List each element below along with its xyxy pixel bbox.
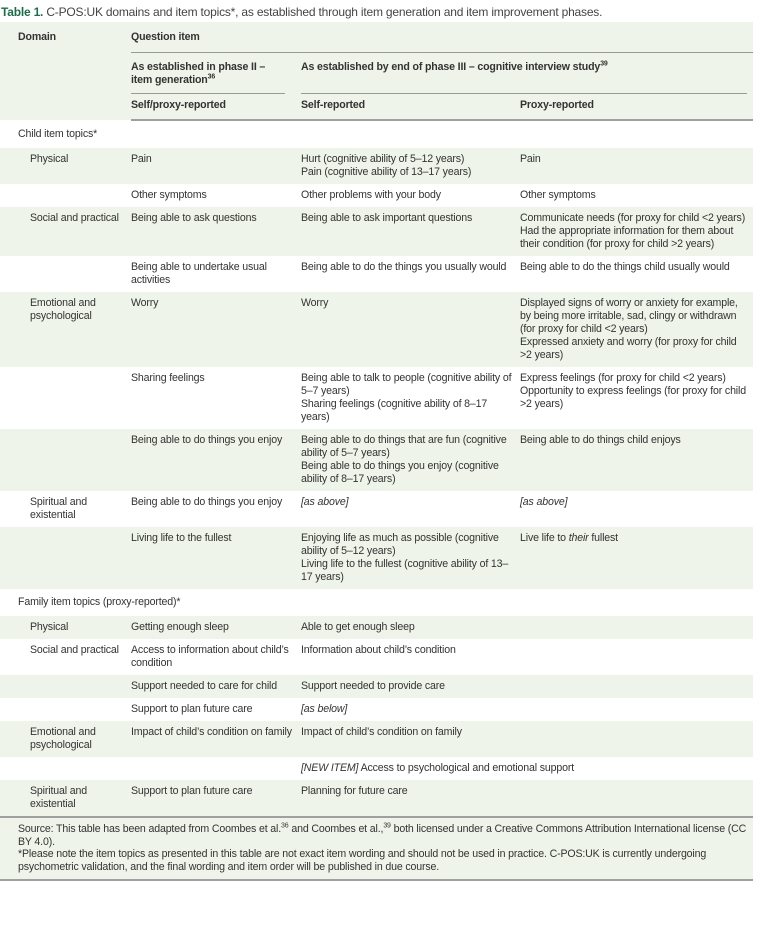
table-row (0, 292, 753, 367)
phase2-label: As established in phase II – item generation (131, 61, 266, 86)
item-cell (131, 527, 301, 589)
cell-line: Being able to do things you enjoy (131, 434, 283, 446)
section-heading: Family item topics (proxy-reported)* (18, 596, 181, 608)
proxy-reported-cell (520, 675, 753, 698)
cell-line: Other symptoms (520, 189, 596, 201)
cell-line: Being able to do things you enjoy (cognitive ability of 8–17 years) (301, 460, 499, 485)
self-reported-cell (301, 491, 520, 527)
proxy-reported-cell (520, 292, 753, 367)
item-cell (131, 292, 301, 367)
source-text: and Coombes et al., (288, 823, 384, 835)
cell-line: Being able to do the things child usually would (520, 261, 730, 273)
phase3-ref: 39 (600, 60, 608, 68)
domain-cell: Spiritual and existential (30, 785, 87, 810)
cell-line: Had the appropriate information for them about their condition (for proxy for child >2 years) (520, 225, 734, 250)
text-segment: Access to psychological and emotional support (358, 762, 575, 774)
domain-cell (0, 429, 131, 491)
table-row (0, 184, 753, 207)
self-reported-cell (301, 207, 520, 256)
table-row (0, 675, 753, 698)
cell-line: Expressed anxiety and worry (for proxy for child >2 years) (520, 336, 737, 361)
cell-line: Being able to do the things you usually would (301, 261, 507, 273)
section-row (0, 120, 753, 148)
cell-line: Impact of child’s condition on family (131, 726, 292, 738)
self-reported-cell (301, 429, 520, 491)
cell-line: Getting enough sleep (131, 621, 229, 633)
cell-line: Able to get enough sleep (301, 621, 415, 633)
domain-cell: Emotional and psychological (30, 297, 96, 322)
cell-line (520, 532, 747, 545)
table-row (0, 256, 753, 292)
cell-line: Being able to do things you enjoy (131, 496, 283, 508)
cell-line: Enjoying life as much as possible (cognitive ability of 5–12 years) (301, 532, 499, 557)
table-row (0, 698, 753, 721)
item-cell (131, 491, 301, 527)
header-question-item: Question item (131, 22, 753, 53)
cell-line: Displayed signs of worry or anxiety for example, by being more irritable, sad, clingy or withdrawn (for proxy for child <2 years) (520, 297, 738, 335)
table-row (0, 429, 753, 491)
section-heading: Child item topics* (18, 128, 98, 140)
cell-line: Being able to do things child enjoys (520, 434, 681, 446)
item-cell (131, 675, 301, 698)
source-text: both licensed under a Creative Commons Attribution International license (CC BY 4.0). (18, 823, 747, 848)
proxy-reported-cell (520, 616, 753, 639)
proxy-reported-cell (520, 429, 753, 491)
cell-line: Living life to the fullest (131, 532, 232, 544)
domain-cell (0, 367, 131, 429)
item-cell (131, 429, 301, 491)
self-reported-cell (301, 292, 520, 367)
cell-line: Being able to undertake usual activities (131, 261, 267, 286)
item-cell (131, 780, 301, 816)
self-reported-cell (301, 184, 520, 207)
self-reported-cell (301, 616, 520, 639)
cell-line: Support to plan future care (131, 785, 253, 797)
proxy-reported-cell (520, 639, 753, 675)
proxy-reported-cell (520, 491, 753, 527)
table-label: Table 1. (1, 5, 44, 19)
header-phase2 (131, 53, 301, 100)
cell-line: Opportunity to express feelings (for proxy for child >2 years) (520, 385, 746, 410)
header-domain: Domain (18, 31, 56, 43)
cell-line (520, 496, 747, 509)
cell-line: Hurt (cognitive ability of 5–12 years) (301, 153, 465, 165)
domain-cell (0, 757, 131, 780)
self-reported-cell (301, 698, 520, 721)
table-row (0, 639, 753, 675)
disclaimer-note: *Please note the item topics as presented in this table are not exact item wording and should not be used in practice. C-POS:UK is currently undergoing psychometric validation, and the final wording and item order will be published in due course. (18, 848, 707, 873)
domain-cell: Social and practical (30, 212, 119, 224)
proxy-reported-cell (520, 207, 753, 256)
self-reported-cell (301, 757, 753, 780)
italic-text: [NEW ITEM] (301, 762, 359, 774)
domain-cell (0, 184, 131, 207)
self-reported-cell (301, 721, 520, 757)
table-row (0, 616, 753, 639)
phase3-label: As established by end of phase III – cognitive interview study (301, 61, 601, 73)
source-text: Source: This table has been adapted from Coombes et al. (18, 823, 282, 835)
domain-cell (0, 675, 131, 698)
domain-cell (0, 527, 131, 589)
ref-39: 39 (383, 822, 391, 830)
cell-line: Impact of child’s condition on family (301, 726, 462, 738)
item-cell (131, 207, 301, 256)
proxy-reported-cell (520, 148, 753, 184)
proxy-reported-cell (520, 367, 753, 429)
table-row (0, 527, 753, 589)
phase2-ref: 36 (207, 73, 216, 81)
italic-text: [as above] (520, 496, 568, 508)
item-cell (131, 616, 301, 639)
item-cell (131, 721, 301, 757)
text-segment: Live life to (520, 532, 569, 544)
self-reported-cell (301, 780, 520, 816)
header-self-proxy: Self/proxy-reported (131, 99, 301, 120)
cell-line: Pain (131, 153, 152, 165)
cell-line: Being able to ask questions (131, 212, 257, 224)
cell-line (301, 496, 514, 509)
cell-line (301, 762, 747, 775)
table-row (0, 491, 753, 527)
self-reported-cell (301, 639, 520, 675)
proxy-reported-cell (520, 698, 753, 721)
self-reported-cell (301, 527, 520, 589)
domain-cell: Social and practical (30, 644, 119, 656)
item-cell (131, 639, 301, 675)
section-row (0, 589, 753, 616)
self-reported-cell (301, 256, 520, 292)
self-reported-cell (301, 675, 520, 698)
cell-line: Support needed to provide care (301, 680, 445, 692)
cell-line: Worry (301, 297, 329, 309)
table-row (0, 721, 753, 757)
cell-line: Sharing feelings (cognitive ability of 8–17 years) (301, 398, 488, 423)
cell-line: Other problems with your body (301, 189, 441, 201)
cell-line: Sharing feelings (131, 372, 205, 384)
item-cell (131, 148, 301, 184)
table-body (0, 120, 753, 816)
self-reported-cell (301, 148, 520, 184)
proxy-reported-cell (520, 721, 753, 757)
cell-line: Being able to ask important questions (301, 212, 473, 224)
text-segment: fullest (588, 532, 618, 544)
domain-cell: Emotional and psychological (30, 726, 96, 751)
table-row (0, 780, 753, 816)
header-phase3 (301, 53, 753, 100)
item-cell (131, 184, 301, 207)
self-reported-cell (301, 367, 520, 429)
table-row (0, 367, 753, 429)
italic-text: [as below] (301, 703, 348, 715)
cell-line: Support needed to care for child (131, 680, 277, 692)
domain-cell: Spiritual and existential (30, 496, 87, 521)
cell-line: Express feelings (for proxy for child <2 years) (520, 372, 726, 384)
table-footer (0, 816, 753, 881)
proxy-reported-cell (520, 184, 753, 207)
cell-line: Pain (520, 153, 541, 165)
table-row (0, 148, 753, 184)
proxy-reported-cell (520, 780, 753, 816)
domain-cell (0, 698, 131, 721)
item-cell (131, 698, 301, 721)
header-proxy: Proxy-reported (520, 99, 753, 120)
cell-line: Being able to talk to people (cognitive ability of 5–7 years) (301, 372, 512, 397)
ref-36: 36 (281, 822, 289, 830)
italic-text: their (568, 532, 589, 544)
source-note (18, 823, 753, 848)
domain-cell: Physical (30, 153, 69, 165)
cell-line: Living life to the fullest (cognitive ability of 13–17 years) (301, 558, 509, 583)
item-cell (131, 757, 301, 780)
item-cell (131, 256, 301, 292)
item-cell (131, 367, 301, 429)
cell-line: Information about child’s condition (301, 644, 456, 656)
domain-cell (0, 256, 131, 292)
proxy-reported-cell (520, 256, 753, 292)
table-row (0, 207, 753, 256)
cell-line: Access to information about child’s condition (131, 644, 289, 669)
cell-line: Communicate needs (for proxy for child <2 years) (520, 212, 746, 224)
cell-line (301, 703, 514, 716)
cell-line: Other symptoms (131, 189, 207, 201)
table-row (0, 757, 753, 780)
italic-text: [as above] (301, 496, 349, 508)
domain-cell: Physical (30, 621, 69, 633)
header-self: Self-reported (301, 99, 520, 120)
cell-line: Planning for future care (301, 785, 408, 797)
cell-line: Pain (cognitive ability of 13–17 years) (301, 166, 472, 178)
cell-line: Support to plan future care (131, 703, 253, 715)
proxy-reported-cell (520, 527, 753, 589)
cell-line: Worry (131, 297, 159, 309)
domains-table (0, 22, 753, 816)
caption-text: C-POS:UK domains and item topics*, as established through item generation and item improvement phases. (46, 5, 603, 19)
table-caption (1, 5, 602, 19)
cell-line: Being able to do things that are fun (cognitive ability of 5–7 years) (301, 434, 507, 459)
